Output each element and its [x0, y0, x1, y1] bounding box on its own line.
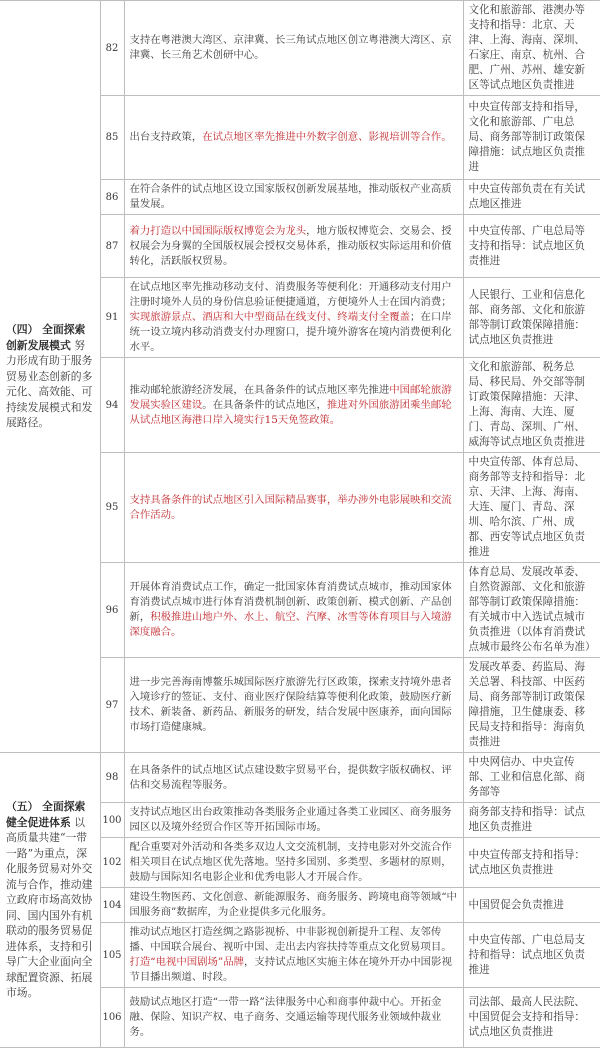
section-description: 以高质量共建“一带一路”为重点，深化服务贸易对外交流与合作，推动建立政府市场高效协同、国内国外有机联动的服务贸易促进体系，支持和引导广大企业面向全球配置资源、拓展市场。: [6, 815, 93, 1000]
responsible-parties: 文化和旅游部、税务总局、移民局、外交部等制订政策保障措施：天津、上海、海南、大连、厦门、青岛、深圳、广州、威海等试点地区负责推进: [463, 358, 600, 453]
responsible-parties: 中央宣传部、广电总局支持和指导：试点地区负责推进: [463, 923, 600, 988]
item-number: 105: [100, 923, 124, 988]
section-title: （四） 全面探索创新发展模式: [6, 323, 86, 352]
responsible-parties: 发展改革委、药监局、海关总署、科技部、中医药局、商务部等制订政策保障措施，卫生健康委、移民局支持和指导：海南负责推进: [463, 658, 600, 753]
item-content: [124, 988, 463, 1048]
item-number: 95: [100, 453, 124, 563]
item-number: 106: [100, 988, 124, 1048]
section-description: 努力形成有助于服务贸易业态创新的多元化、高效能、可持续发展模式和发展路径。: [6, 338, 93, 430]
content-text: 在具备条件的试点地区试点建设数字贸易平台，提供数字版权确权、评估和交易流程等服务。: [129, 763, 452, 791]
item-number: 102: [100, 838, 124, 888]
responsible-parties: 中央网信办、中央宣传部、工业和信息化部、商务部等: [463, 753, 600, 803]
item-number: 100: [100, 803, 124, 838]
item-content: [124, 358, 463, 453]
item-content: [124, 278, 463, 358]
responsible-parties: 中央宣传部、广电总局等支持和指导：试点地区负责推进: [463, 215, 600, 278]
content-text: 推动邮轮旅游经济发展，在具备条件的试点地区率先推进: [129, 383, 390, 396]
section-cell: [0, 753, 100, 1048]
item-number: 86: [100, 180, 124, 215]
section-cell: [0, 1, 100, 753]
table-row: [0, 1, 600, 96]
highlighted-text: 打造“电视中国剧场”品牌: [129, 956, 245, 968]
responsible-parties: 商务部支持和指导：试点地区负责推进: [463, 803, 600, 838]
responsible-parties: 人民银行、工业和信息化部、商务部、文化和旅游部等制订政策保障措施：试点地区负责推进: [463, 278, 600, 358]
item-content: [124, 215, 463, 278]
responsible-parties: 体育总局、发展改革委、自然资源部、文化和旅游部等制订政策保障措施：有关城市中入选试点城市负责推进（以体育消费试点城市最终公布名单为准）: [463, 563, 600, 658]
highlighted-text: 着力打造以中国国际版权博览会为龙头: [129, 224, 307, 237]
content-text: 进一步完善海南博鳌乐城国际医疗旅游先行区政策，探索支持境外患者入境诊疗的签证、支付、商业医疗保险结算等便利化政策，鼓励医疗新技术、新装备、新药品、新服务的研发，结合发展中医康养，面向国际市场打造健康城。: [129, 676, 452, 733]
item-number: 94: [100, 358, 124, 453]
responsible-parties: 中国贸促会负责推进: [463, 888, 600, 923]
content-text: 。在具备条件的试点地区，: [202, 398, 327, 411]
content-text: 在符合条件的试点地区设立国家版权创新发展基地，推动版权产业高质量发展。: [129, 183, 452, 210]
highlighted-text: 在试点地区率先推进中外数字创意、影视培训等合作。: [202, 131, 452, 143]
item-number: 91: [100, 278, 124, 358]
highlighted-text: 推进对外国旅游团乘坐邮轮从试点地区海港口岸入境实行15天免签政策。: [129, 398, 452, 426]
item-content: [124, 453, 463, 563]
content-text: ，地方版权博览会、交易会、授权展会为身翼的全国版权展会授权交易体系，推动版权实际运用和价值转化，活跃版权贸易。: [129, 224, 452, 267]
highlighted-text: 支持具备条件的试点地区引入国际精品赛事，举办涉外电影展映和交流合作活动。: [129, 493, 452, 521]
content-text: 配合重要对外活动和各类多双边人文交流机制，支持电影对外交流合作相关项目在试点地区优先落地。坚持多国别、多类型、多题材的原则，鼓励与国际知名电影企业和优秀电影人才开展合作。: [129, 841, 452, 883]
item-number: 82: [100, 1, 124, 96]
item-content: [124, 888, 463, 923]
highlighted-text: 积极推进山地户外、水上、航空、汽摩、冰雪等体育项目与入境游深度融合。: [129, 611, 452, 638]
responsible-parties: 中央宣传部、体育总局、商务部等支持和指导：北京、天津、上海、海南、大连、厦门、青岛、深圳、哈尔滨、广州、成都、西安等试点地区负责推进: [463, 453, 600, 563]
content-text: 出台支持政策，: [129, 131, 203, 143]
content-text: 支持在粤港澳大湾区、京津冀、长三角试点地区创立粤港澳大湾区、京津冀、长三角艺术创研中心。: [129, 34, 452, 61]
content-text: 开展体育消费试点工作，确定一批国家体育消费试点城市，推动国家体育消费试点城市进行体育消费机制创新、政策创新、模式创新、产品创新，: [129, 581, 452, 623]
highlighted-text: 实现旅游景点、酒店和大中型商品在线支付、终端支付全覆盖: [129, 311, 411, 323]
section-title: （五） 全面探索健全促进体系: [6, 800, 86, 829]
item-number: 96: [100, 563, 124, 658]
responsible-parties: 中央宣传部负责在有关试点地区推进: [463, 180, 600, 215]
item-content: [124, 838, 463, 888]
content-text: 支持试点地区出台政策推动各类服务企业通过各类工业园区、商务服务园区以及境外经贸合作区等开拓国际市场。: [129, 806, 452, 833]
item-content: [124, 1, 463, 96]
content-text: 推动试点地区打造丝绸之路影视桥、中非影视创新提升工程、友邻传播、中国联合展台、视听中国、走出去内容扶持等重点文化贸易项目。: [129, 926, 452, 953]
responsible-parties: 中央宣传部支持和指导：试点地区负责推进: [463, 838, 600, 888]
responsible-parties: 文化和旅游部、港澳办等支持和指导：北京、天津、上海、海南、深圳、石家庄、南京、杭州、合肥、广州、苏州、雄安新区等试点地区负责推进: [463, 1, 600, 96]
content-text: ，支持试点地区实施主体在境外开办中国影视节目播出频道、时段。: [129, 956, 452, 983]
item-number: 87: [100, 215, 124, 278]
item-number: 97: [100, 658, 124, 753]
item-content: [124, 180, 463, 215]
item-number: 85: [100, 96, 124, 180]
responsible-parties: 中央宣传部支持和指导，文化和旅游部、广电总局、商务部等制订政策保障措施：试点地区负责推进: [463, 96, 600, 180]
table-row: [0, 753, 600, 803]
content-text: ；在口岸统一设立境内移动消费支付办理窗口，提升境外游客在境内消费便利化水平。: [129, 311, 452, 353]
item-content: [124, 803, 463, 838]
item-content: [124, 923, 463, 988]
item-content: [124, 658, 463, 753]
item-number: 104: [100, 888, 124, 923]
item-content: [124, 96, 463, 180]
content-text: 在试点地区率先推动移动支付、消费服务等便利化：开通移动支付用户注册时境外人员的身份信息验证便捷通道，方便境外人士在国内消费；: [129, 281, 452, 308]
responsible-parties: 司法部、最高人民法院、中国贸促会支持和指导：试点地区负责推进: [463, 988, 600, 1048]
item-content: [124, 753, 463, 803]
item-number: 98: [100, 753, 124, 803]
item-content: [124, 563, 463, 658]
content-text: 鼓励试点地区打造“一带一路”法律服务中心和商事仲裁中心。开拓金融、保险、知识产权、电子商务、交通运输等现代服务业领域仲裁业务。: [129, 996, 442, 1038]
highlighted-text: 中国邮轮旅游发展实验区建设: [129, 383, 452, 411]
content-text: 建设生物医药、文化创意、新能源服务、商务服务、跨境电商等领域“中国服务商”数据库，为企业提供多元化服务。: [129, 891, 457, 918]
